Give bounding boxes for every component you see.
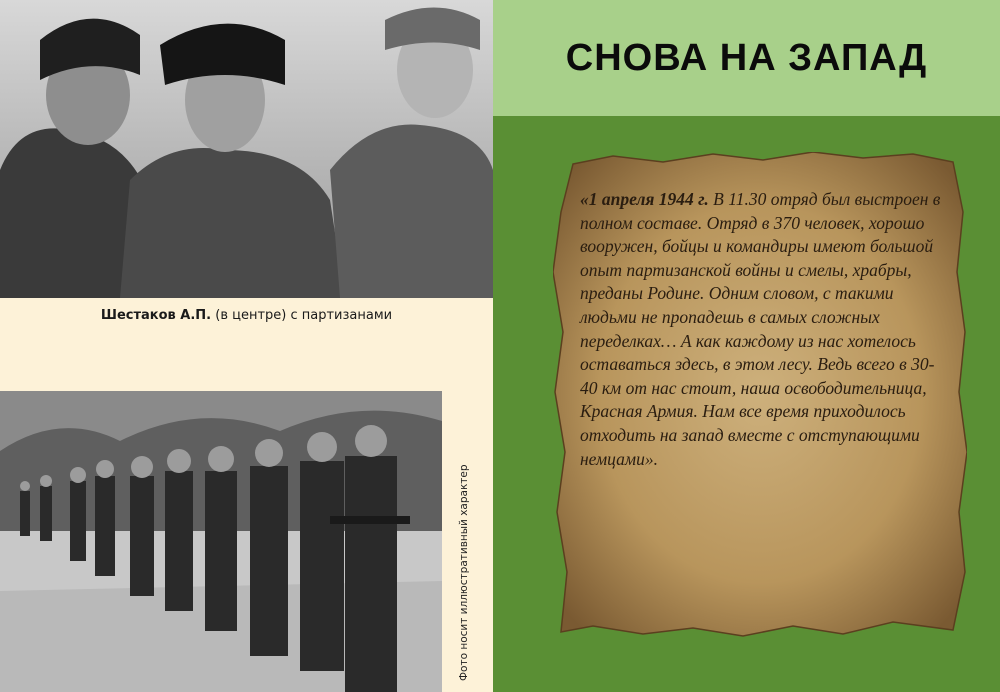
quote-date: «1 апреля 1944 г. <box>580 189 709 209</box>
photo-note: Фото носит иллюстративный характер <box>458 464 470 681</box>
title-band <box>493 0 1000 116</box>
caption-name: Шестаков А.П. <box>100 308 212 323</box>
marching-partisans-photo <box>0 391 442 692</box>
photo-caption <box>0 308 493 323</box>
diary-quote <box>580 188 950 471</box>
right-panel <box>493 0 1000 692</box>
caption-rest: (в центре) с партизанами <box>211 308 393 323</box>
quote-text: В 11.30 отряд был выстроен в полном составе. Отряд в 370 человек, хорошо вооружен, бойцы и командиры имеют большой опыт партизанской войны и смелы, храбры, преданы Родине. Одним словом, с такими людьми не пропадешь в самых сложных переделках… А как каждому из нас хотелось оставаться здесь, в этом лесу. Ведь всего в 30-40 км от нас стоит, наша освободительница, Красная Армия. Нам все время приходилось отходить на запад вместе с отступающими немцами». <box>580 189 941 469</box>
partisans-photo-graphic <box>0 0 493 298</box>
page-title: СНОВА НА ЗАПАД <box>565 36 928 79</box>
marching-partisans-graphic <box>0 391 442 692</box>
left-panel <box>0 0 493 692</box>
partisans-photo <box>0 0 493 298</box>
